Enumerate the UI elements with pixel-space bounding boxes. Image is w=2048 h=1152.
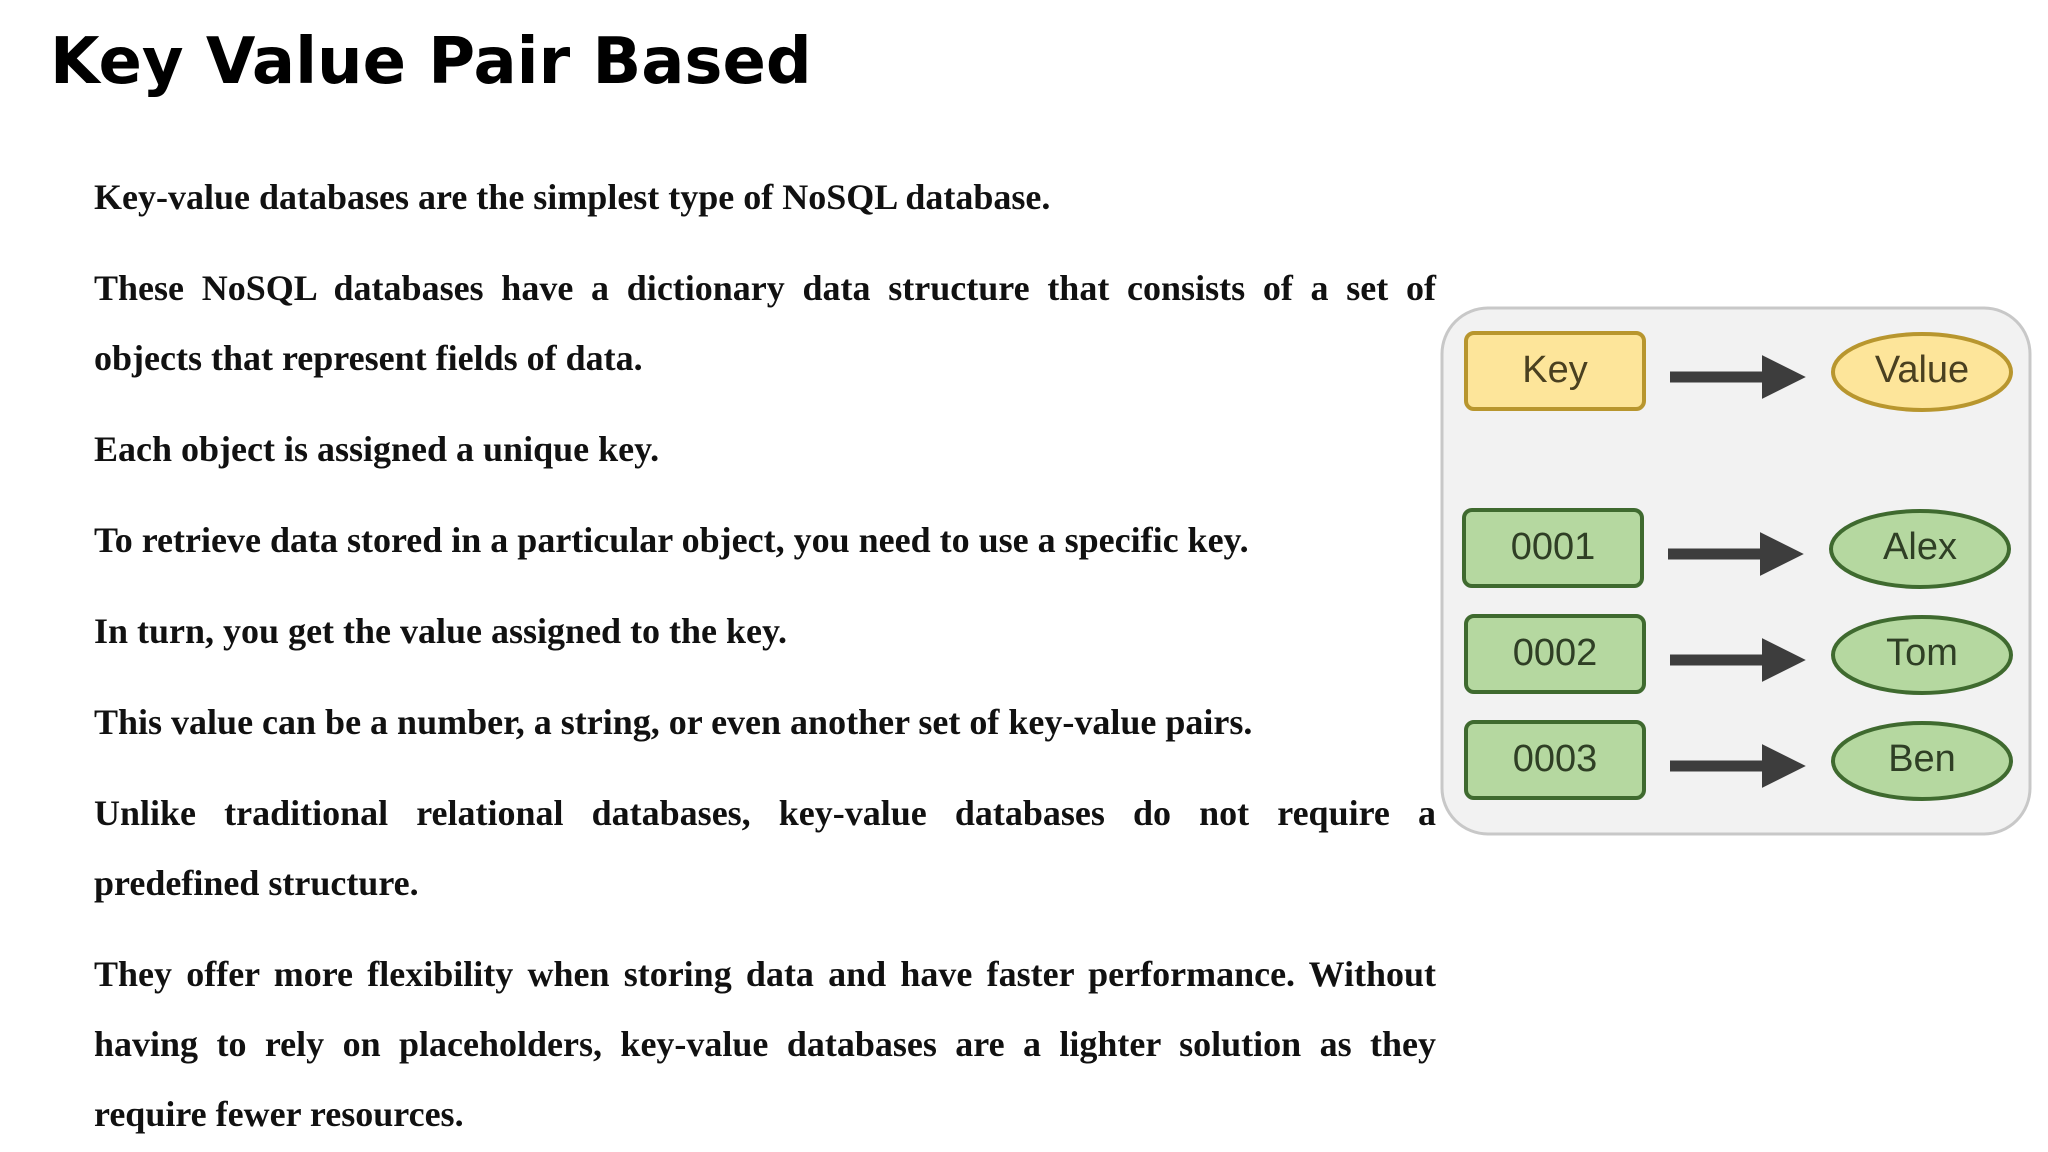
paragraph: In turn, you get the value assigned to the key. (94, 611, 788, 651)
value-header-label: Value (1874, 349, 1970, 392)
slide-title: Key Value Pair Based (50, 25, 812, 99)
paragraph: They offer more flexibility when storing data and have faster performance. Without having to rely on placeholders, key-value databases are a lighter solution as they require fewer resources. (94, 954, 1436, 1134)
key-value-diagram (1440, 306, 2032, 836)
value-label: Ben (1888, 738, 1956, 781)
key-label: 0003 (1512, 738, 1598, 781)
value-label: Alex (1883, 526, 1957, 569)
paragraph: To retrieve data stored in a particular object, you need to use a specific key. (94, 520, 1249, 560)
key-value-diagram-svg (1440, 306, 2032, 836)
key-label: 0001 (1510, 526, 1596, 569)
value-label: Tom (1886, 632, 1958, 675)
paragraph: Unlike traditional relational databases, key-value databases do not require a predefined structure. (94, 793, 1436, 903)
paragraph: Key-value databases are the simplest type of NoSQL database. (94, 177, 1051, 217)
key-label: 0002 (1512, 632, 1598, 675)
key-header-label: Key (1522, 349, 1588, 392)
paragraph: This value can be a number, a string, or even another set of key-value pairs. (94, 702, 1253, 742)
body-text (94, 162, 1436, 1149)
paragraph: Each object is assigned a unique key. (94, 429, 660, 469)
paragraph: These NoSQL databases have a dictionary data structure that consists of a set of objects that represent fields of data. (94, 268, 1436, 378)
